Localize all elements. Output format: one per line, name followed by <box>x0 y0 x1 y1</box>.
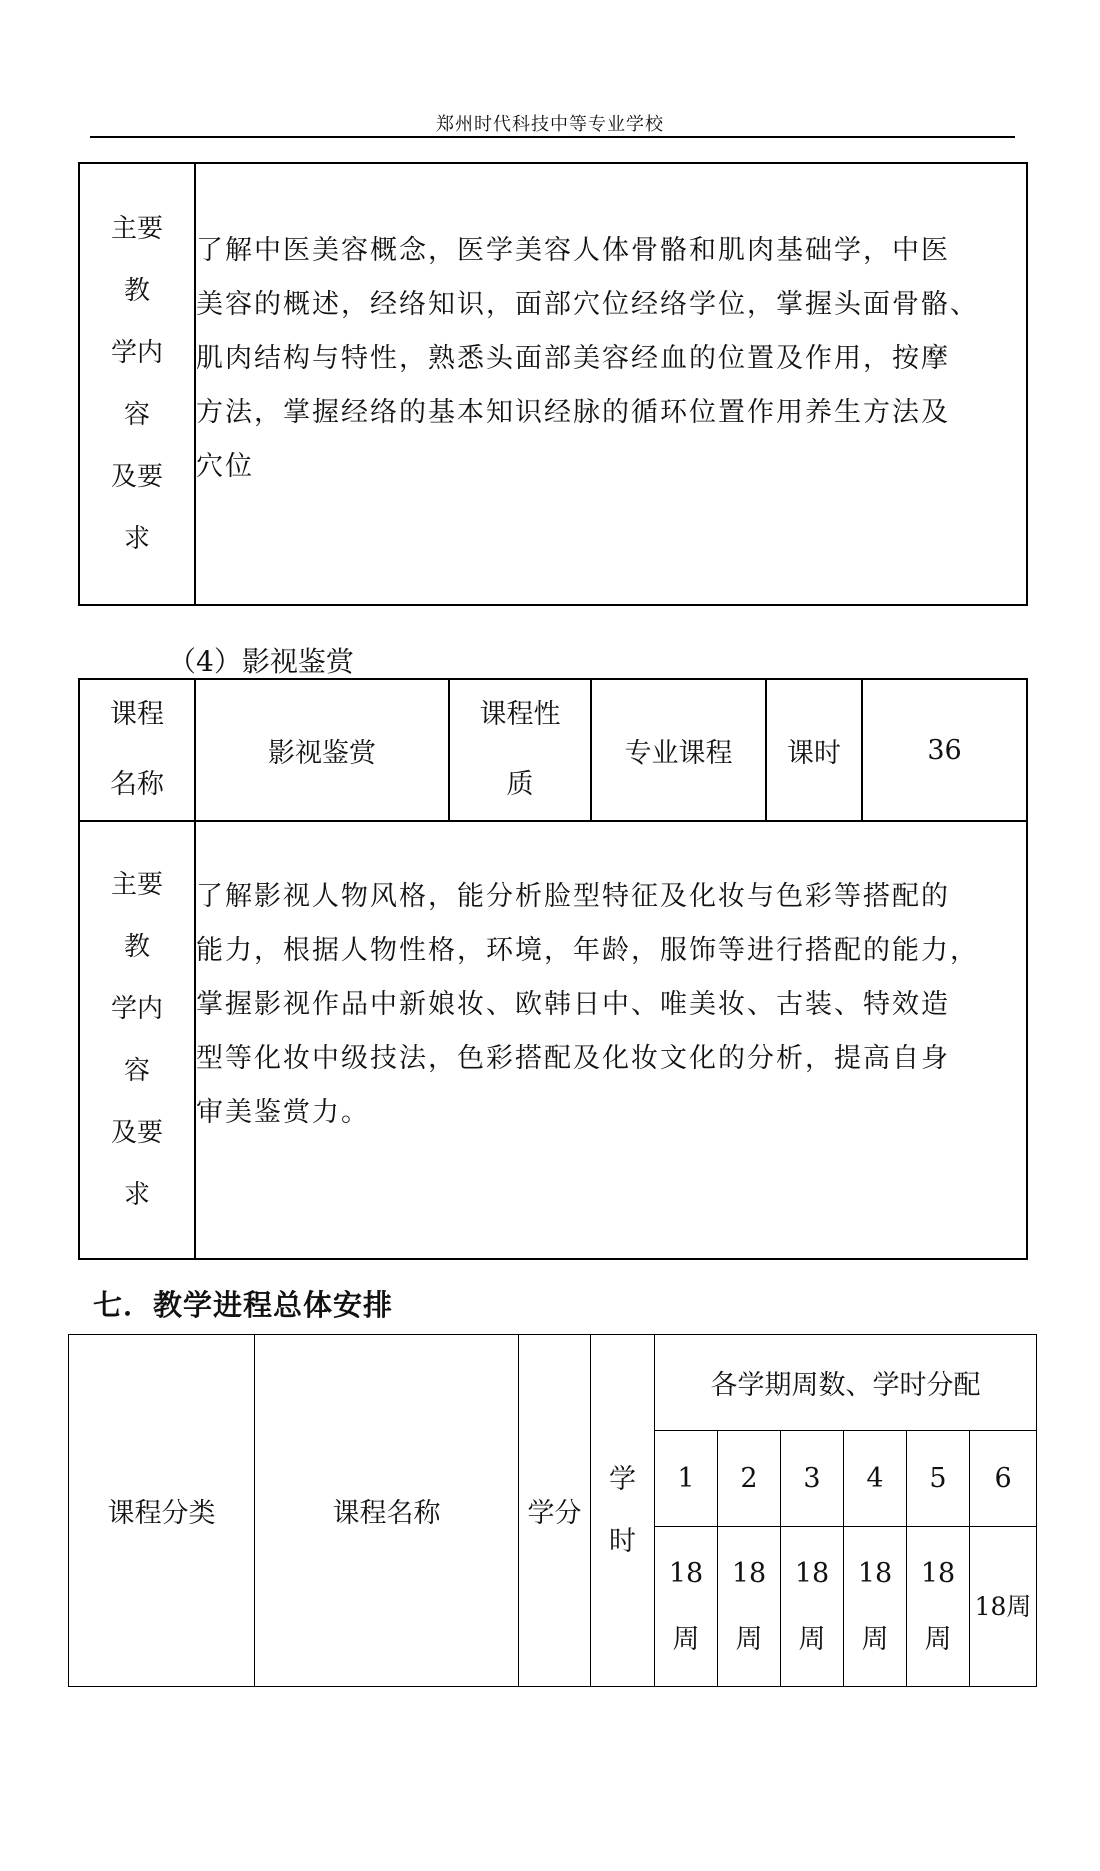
label-line: 容 <box>123 1056 150 1086</box>
content-line: 美容的概述，经络知识，面部穴位经络学位，掌握头面骨骼、 <box>196 289 979 320</box>
header-rule <box>90 136 1015 138</box>
semester-number: 3 <box>781 1431 844 1527</box>
content-line: 方法，掌握经络的基本知识经脉的循环位置作用养生方法及 <box>196 397 950 428</box>
header-course-category: 课程分类 <box>69 1335 255 1687</box>
course-nature-label <box>449 679 591 821</box>
semester-number: 1 <box>655 1431 718 1527</box>
weeks-line: 周 <box>861 1623 889 1655</box>
course-name-value: 影视鉴赏 <box>195 679 449 821</box>
semester-weeks <box>781 1527 844 1687</box>
content-label-cell <box>79 163 195 605</box>
course-hours-value: 36 <box>862 679 1027 821</box>
label-line: 教 <box>123 276 150 306</box>
content-line: 了解影视人物风格，能分析脸型特征及化妆与色彩等搭配的 <box>196 881 950 912</box>
semester-weeks <box>718 1527 781 1687</box>
subsection-title: （4）影视鉴赏 <box>168 645 354 678</box>
course-content-text <box>195 821 1027 1259</box>
label-line: 质 <box>506 769 534 800</box>
content-line: 掌握影视作品中新娘妆、欧韩日中、唯美妆、古装、特效造 <box>196 989 950 1020</box>
label-line: 学内 <box>110 994 163 1024</box>
label-line: 学内 <box>110 338 163 368</box>
content-line: 了解中医美容概念，医学美容人体骨骼和肌肉基础学，中医 <box>196 235 950 266</box>
semester-weeks <box>655 1527 718 1687</box>
label-line: 主要 <box>110 214 163 244</box>
weeks-line: 周 <box>798 1623 826 1655</box>
content-line: 能力，根据人物性格，环境，年龄，服饰等进行搭配的能力， <box>196 935 979 966</box>
course-name-label <box>79 679 195 821</box>
label-line: 时 <box>609 1525 636 1557</box>
label-line: 求 <box>123 1180 150 1210</box>
label-line: 求 <box>123 524 150 554</box>
label-line: 名称 <box>110 769 164 800</box>
label-line: 及要 <box>110 462 163 492</box>
semester-number: 4 <box>844 1431 907 1527</box>
weeks-line: 18 <box>794 1557 830 1589</box>
label-line: 容 <box>123 400 150 430</box>
semester-number: 2 <box>718 1431 781 1527</box>
course-content-label <box>79 821 195 1259</box>
header-semester-distribution: 各学期周数、学时分配 <box>655 1335 1037 1431</box>
weeks-line: 周 <box>735 1623 763 1655</box>
weeks-line: 18 <box>857 1557 893 1589</box>
weeks-line: 周 <box>924 1623 952 1655</box>
label-line: 课程性 <box>479 699 561 730</box>
header-credit: 学分 <box>519 1335 591 1687</box>
weeks-line: 18 <box>668 1557 704 1589</box>
course-hours-label: 课时 <box>766 679 862 821</box>
semester-number: 6 <box>970 1431 1037 1527</box>
content-line: 型等化妆中级技法，色彩搭配及化妆文化的分析，提高自身 <box>196 1043 950 1074</box>
label-line: 学 <box>609 1463 636 1495</box>
teaching-arrangement-table <box>68 1334 1037 1687</box>
semester-number: 5 <box>907 1431 970 1527</box>
course-table <box>78 678 1028 1260</box>
weeks-line: 18 <box>920 1557 956 1589</box>
section-7-title: 七．教学进程总体安排 <box>93 1288 394 1322</box>
school-header: 郑州时代科技中等专业学校 <box>436 114 664 135</box>
header-hours <box>591 1335 655 1687</box>
course-nature-value: 专业课程 <box>591 679 766 821</box>
label-line: 及要 <box>110 1118 163 1148</box>
weeks-line: 18 <box>731 1557 767 1589</box>
content-line: 穴位 <box>196 451 254 482</box>
label-line: 教 <box>123 932 150 962</box>
label-line: 课程 <box>110 699 164 730</box>
content-line: 审美鉴赏力。 <box>196 1097 370 1128</box>
weeks-line: 周 <box>672 1623 700 1655</box>
label-line: 主要 <box>110 870 163 900</box>
content-table-1 <box>78 162 1028 606</box>
header-course-name: 课程名称 <box>255 1335 519 1687</box>
content-line: 肌肉结构与特性，熟悉头面部美容经血的位置及作用，按摩 <box>196 343 950 374</box>
content-text-cell <box>195 163 1027 605</box>
semester-weeks-last: 18周 <box>970 1527 1037 1687</box>
semester-weeks <box>907 1527 970 1687</box>
semester-weeks <box>844 1527 907 1687</box>
